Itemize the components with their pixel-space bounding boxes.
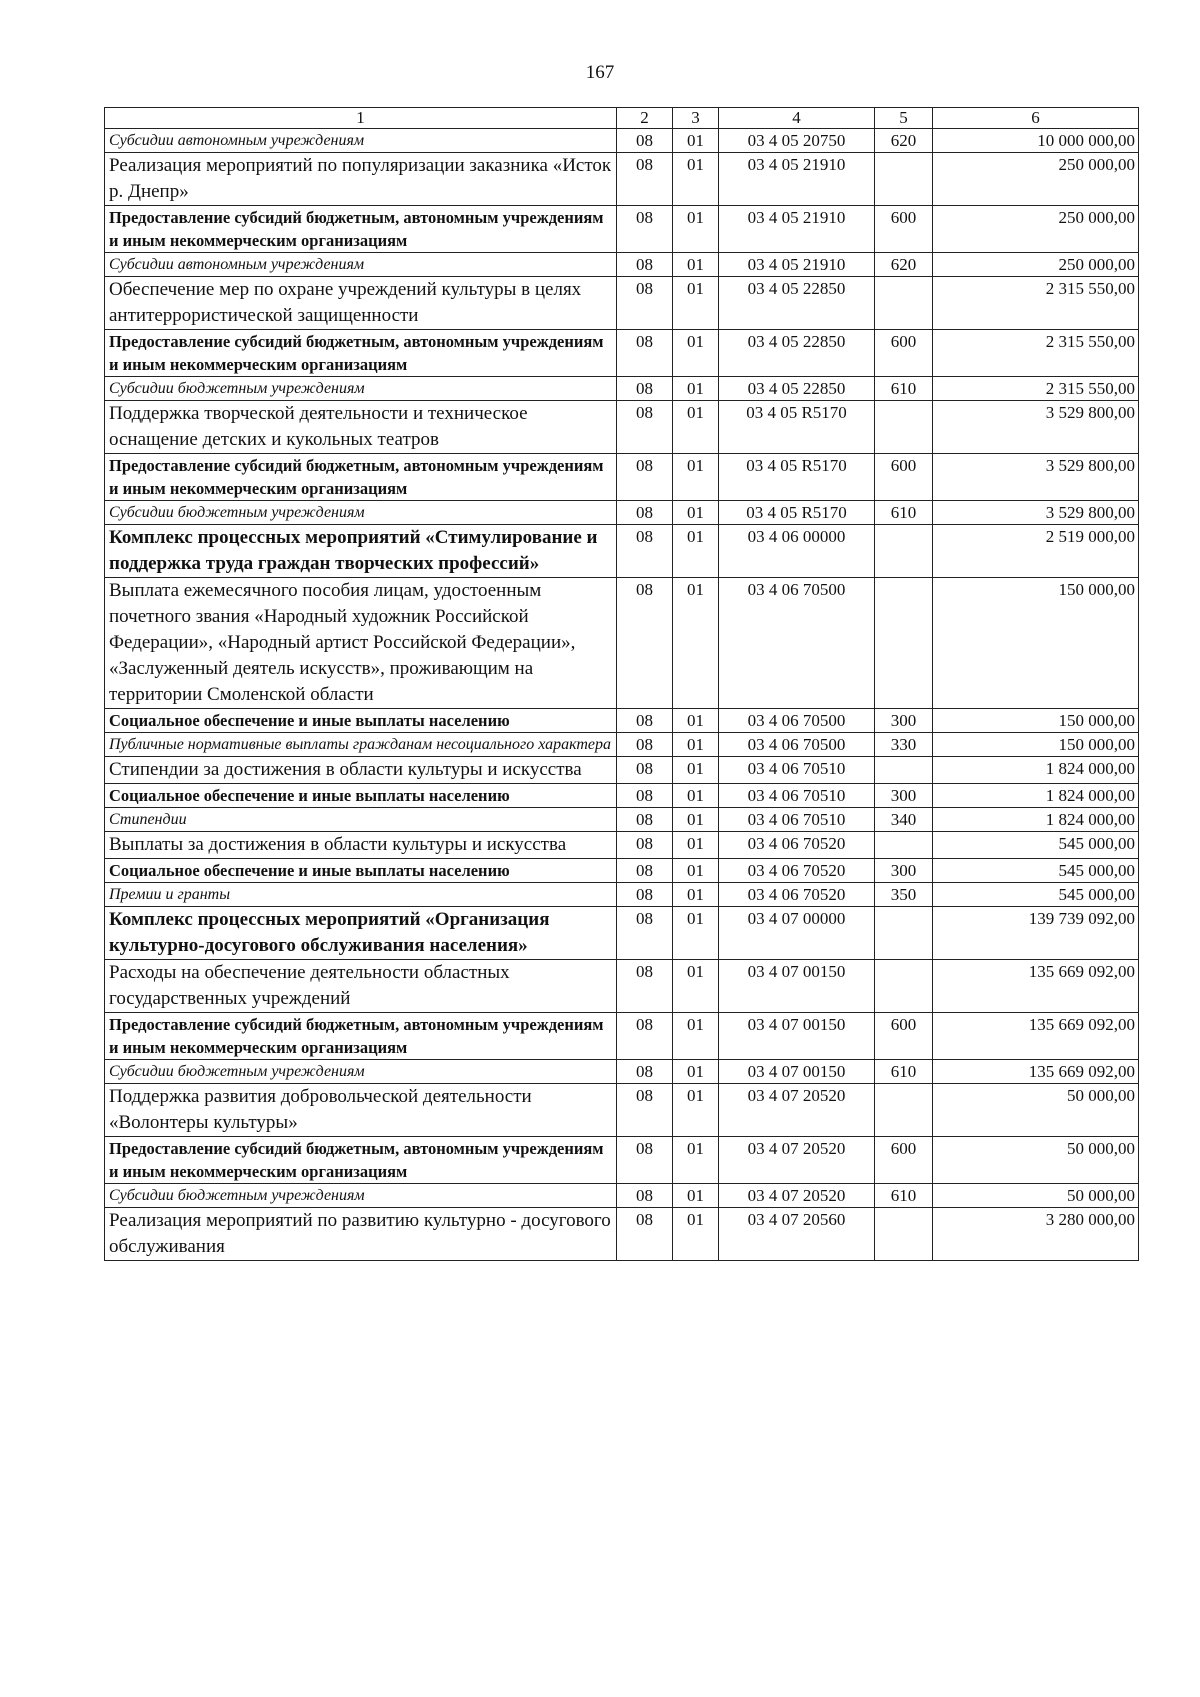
row-expense-type	[875, 1208, 933, 1261]
row-section-code: 08	[617, 709, 673, 733]
table-row	[105, 784, 1139, 808]
row-expense-type: 610	[875, 377, 933, 401]
row-target-code: 03 4 06 70500	[719, 709, 875, 733]
row-subsection-code: 01	[673, 1060, 719, 1084]
row-expense-type: 600	[875, 206, 933, 253]
row-section-code: 08	[617, 153, 673, 206]
row-amount: 545 000,00	[933, 883, 1139, 907]
row-amount: 139 739 092,00	[933, 907, 1139, 960]
row-subsection-code: 01	[673, 525, 719, 578]
row-target-code: 03 4 07 20520	[719, 1184, 875, 1208]
row-expense-type: 600	[875, 1013, 933, 1060]
row-section-code: 08	[617, 253, 673, 277]
row-expense-type: 330	[875, 733, 933, 757]
row-subsection-code: 01	[673, 757, 719, 784]
row-amount: 2 315 550,00	[933, 277, 1139, 330]
row-description: Реализация мероприятий по популяризации заказника «Исток р. Днепр»	[105, 153, 617, 206]
row-description: Социальное обеспечение и иные выплаты населению	[105, 709, 617, 733]
row-expense-type	[875, 153, 933, 206]
row-target-code: 03 4 05 22850	[719, 330, 875, 377]
row-expense-type: 300	[875, 709, 933, 733]
budget-table	[104, 107, 1139, 1261]
column-header-1: 1	[105, 108, 617, 129]
table-row	[105, 1184, 1139, 1208]
table-row	[105, 578, 1139, 709]
row-target-code: 03 4 06 70500	[719, 733, 875, 757]
table-row	[105, 206, 1139, 253]
row-section-code: 08	[617, 832, 673, 859]
row-section-code: 08	[617, 883, 673, 907]
row-description: Предоставление субсидий бюджетным, автономным учреждениям и иным некоммерческим организациям	[105, 1013, 617, 1060]
page-number: 167	[585, 62, 615, 83]
row-description: Поддержка развития добровольческой деятельности «Волонтеры культуры»	[105, 1084, 617, 1137]
row-amount: 545 000,00	[933, 832, 1139, 859]
row-target-code: 03 4 05 20750	[719, 129, 875, 153]
table-row	[105, 129, 1139, 153]
table-header-row	[105, 108, 1139, 129]
row-target-code: 03 4 06 70510	[719, 757, 875, 784]
row-subsection-code: 01	[673, 1013, 719, 1060]
row-expense-type: 610	[875, 1060, 933, 1084]
row-section-code: 08	[617, 1060, 673, 1084]
row-section-code: 08	[617, 1137, 673, 1184]
row-amount: 150 000,00	[933, 709, 1139, 733]
row-description: Субсидии бюджетным учреждениям	[105, 1060, 617, 1084]
row-target-code: 03 4 07 20560	[719, 1208, 875, 1261]
column-header-6: 6	[933, 108, 1139, 129]
row-section-code: 08	[617, 377, 673, 401]
row-description: Социальное обеспечение и иные выплаты населению	[105, 784, 617, 808]
table-row	[105, 501, 1139, 525]
column-header-2: 2	[617, 108, 673, 129]
row-subsection-code: 01	[673, 277, 719, 330]
row-target-code: 03 4 06 70510	[719, 784, 875, 808]
row-section-code: 08	[617, 859, 673, 883]
row-expense-type	[875, 832, 933, 859]
row-subsection-code: 01	[673, 206, 719, 253]
row-description: Обеспечение мер по охране учреждений культуры в целях антитеррористической защищенности	[105, 277, 617, 330]
row-amount: 50 000,00	[933, 1137, 1139, 1184]
table-row	[105, 733, 1139, 757]
row-description: Предоставление субсидий бюджетным, автономным учреждениям и иным некоммерческим организациям	[105, 454, 617, 501]
row-amount: 150 000,00	[933, 733, 1139, 757]
row-subsection-code: 01	[673, 859, 719, 883]
table-row	[105, 153, 1139, 206]
row-amount: 1 824 000,00	[933, 808, 1139, 832]
row-target-code: 03 4 05 R5170	[719, 501, 875, 525]
table-row	[105, 401, 1139, 454]
row-amount: 2 315 550,00	[933, 330, 1139, 377]
row-subsection-code: 01	[673, 129, 719, 153]
table-row	[105, 330, 1139, 377]
row-amount: 10 000 000,00	[933, 129, 1139, 153]
row-expense-type: 600	[875, 330, 933, 377]
row-section-code: 08	[617, 501, 673, 525]
column-header-3: 3	[673, 108, 719, 129]
row-expense-type	[875, 757, 933, 784]
row-description: Расходы на обеспечение деятельности областных государственных учреждений	[105, 960, 617, 1013]
row-amount: 250 000,00	[933, 206, 1139, 253]
column-header-5: 5	[875, 108, 933, 129]
row-section-code: 08	[617, 129, 673, 153]
table-row	[105, 1208, 1139, 1261]
row-target-code: 03 4 05 21910	[719, 153, 875, 206]
row-amount: 135 669 092,00	[933, 1013, 1139, 1060]
row-subsection-code: 01	[673, 907, 719, 960]
table-row	[105, 960, 1139, 1013]
row-amount: 1 824 000,00	[933, 757, 1139, 784]
row-amount: 3 529 800,00	[933, 454, 1139, 501]
table-row	[105, 859, 1139, 883]
row-expense-type: 340	[875, 808, 933, 832]
row-expense-type: 610	[875, 1184, 933, 1208]
row-amount: 50 000,00	[933, 1084, 1139, 1137]
row-section-code: 08	[617, 1184, 673, 1208]
row-target-code: 03 4 07 20520	[719, 1084, 875, 1137]
row-description: Предоставление субсидий бюджетным, автономным учреждениям и иным некоммерческим организациям	[105, 206, 617, 253]
row-section-code: 08	[617, 578, 673, 709]
row-target-code: 03 4 05 R5170	[719, 454, 875, 501]
row-target-code: 03 4 07 00000	[719, 907, 875, 960]
row-section-code: 08	[617, 808, 673, 832]
row-expense-type	[875, 960, 933, 1013]
row-target-code: 03 4 07 20520	[719, 1137, 875, 1184]
table-row	[105, 1060, 1139, 1084]
table-row	[105, 808, 1139, 832]
row-target-code: 03 4 06 70520	[719, 859, 875, 883]
row-section-code: 08	[617, 1013, 673, 1060]
row-expense-type: 620	[875, 253, 933, 277]
row-expense-type	[875, 907, 933, 960]
row-description: Предоставление субсидий бюджетным, автономным учреждениям и иным некоммерческим организациям	[105, 330, 617, 377]
table-row	[105, 832, 1139, 859]
row-amount: 250 000,00	[933, 253, 1139, 277]
row-subsection-code: 01	[673, 454, 719, 501]
row-description: Стипендии	[105, 808, 617, 832]
row-amount: 3 529 800,00	[933, 501, 1139, 525]
row-expense-type: 300	[875, 859, 933, 883]
row-description: Выплаты за достижения в области культуры и искусства	[105, 832, 617, 859]
row-subsection-code: 01	[673, 401, 719, 454]
row-subsection-code: 01	[673, 330, 719, 377]
row-target-code: 03 4 06 70520	[719, 832, 875, 859]
table-row	[105, 1084, 1139, 1137]
row-target-code: 03 4 06 70510	[719, 808, 875, 832]
row-subsection-code: 01	[673, 709, 719, 733]
row-expense-type: 600	[875, 1137, 933, 1184]
row-subsection-code: 01	[673, 960, 719, 1013]
row-section-code: 08	[617, 1084, 673, 1137]
row-amount: 2 315 550,00	[933, 377, 1139, 401]
row-subsection-code: 01	[673, 784, 719, 808]
row-section-code: 08	[617, 784, 673, 808]
row-description: Выплата ежемесячного пособия лицам, удостоенным почетного звания «Народный художник Российской Федерации», «Народный артист Российской Федерации», «Заслуженный деятель искусств», проживающим на территории Смоленской области	[105, 578, 617, 709]
table-row	[105, 757, 1139, 784]
row-section-code: 08	[617, 401, 673, 454]
row-expense-type	[875, 1084, 933, 1137]
row-description: Комплекс процессных мероприятий «Стимулирование и поддержка труда граждан творческих профессий»	[105, 525, 617, 578]
row-description: Реализация мероприятий по развитию культурно - досугового обслуживания	[105, 1208, 617, 1261]
row-expense-type	[875, 578, 933, 709]
row-description: Публичные нормативные выплаты гражданам несоциального характера	[105, 733, 617, 757]
row-section-code: 08	[617, 733, 673, 757]
row-expense-type: 600	[875, 454, 933, 501]
row-section-code: 08	[617, 277, 673, 330]
row-expense-type: 610	[875, 501, 933, 525]
row-section-code: 08	[617, 757, 673, 784]
row-description: Социальное обеспечение и иные выплаты населению	[105, 859, 617, 883]
table-row	[105, 1137, 1139, 1184]
row-target-code: 03 4 05 21910	[719, 253, 875, 277]
row-amount: 50 000,00	[933, 1184, 1139, 1208]
row-description: Субсидии бюджетным учреждениям	[105, 1184, 617, 1208]
row-subsection-code: 01	[673, 808, 719, 832]
row-target-code: 03 4 05 21910	[719, 206, 875, 253]
row-section-code: 08	[617, 1208, 673, 1261]
row-amount: 150 000,00	[933, 578, 1139, 709]
row-subsection-code: 01	[673, 1137, 719, 1184]
row-description: Премии и гранты	[105, 883, 617, 907]
row-subsection-code: 01	[673, 832, 719, 859]
column-header-4: 4	[719, 108, 875, 129]
row-description: Стипендии за достижения в области культуры и искусства	[105, 757, 617, 784]
row-description: Субсидии автономным учреждениям	[105, 253, 617, 277]
row-expense-type: 350	[875, 883, 933, 907]
row-section-code: 08	[617, 525, 673, 578]
row-expense-type: 300	[875, 784, 933, 808]
row-amount: 2 519 000,00	[933, 525, 1139, 578]
row-description: Субсидии бюджетным учреждениям	[105, 501, 617, 525]
row-amount: 3 529 800,00	[933, 401, 1139, 454]
row-subsection-code: 01	[673, 1208, 719, 1261]
row-target-code: 03 4 06 70520	[719, 883, 875, 907]
row-subsection-code: 01	[673, 153, 719, 206]
row-amount: 135 669 092,00	[933, 1060, 1139, 1084]
row-target-code: 03 4 05 R5170	[719, 401, 875, 454]
row-amount: 135 669 092,00	[933, 960, 1139, 1013]
row-amount: 250 000,00	[933, 153, 1139, 206]
row-section-code: 08	[617, 330, 673, 377]
table-row	[105, 454, 1139, 501]
row-target-code: 03 4 07 00150	[719, 1013, 875, 1060]
row-subsection-code: 01	[673, 1184, 719, 1208]
row-amount: 3 280 000,00	[933, 1208, 1139, 1261]
row-amount: 545 000,00	[933, 859, 1139, 883]
table-row	[105, 277, 1139, 330]
table-row	[105, 525, 1139, 578]
table-row	[105, 709, 1139, 733]
row-subsection-code: 01	[673, 883, 719, 907]
row-description: Субсидии автономным учреждениям	[105, 129, 617, 153]
row-expense-type	[875, 401, 933, 454]
row-description: Субсидии бюджетным учреждениям	[105, 377, 617, 401]
row-subsection-code: 01	[673, 501, 719, 525]
row-target-code: 03 4 05 22850	[719, 377, 875, 401]
row-subsection-code: 01	[673, 1084, 719, 1137]
row-expense-type	[875, 277, 933, 330]
row-section-code: 08	[617, 206, 673, 253]
row-section-code: 08	[617, 960, 673, 1013]
row-description: Комплекс процессных мероприятий «Организация культурно-досугового обслуживания населения»	[105, 907, 617, 960]
table-row	[105, 883, 1139, 907]
row-subsection-code: 01	[673, 377, 719, 401]
row-description: Предоставление субсидий бюджетным, автономным учреждениям и иным некоммерческим организациям	[105, 1137, 617, 1184]
row-section-code: 08	[617, 454, 673, 501]
row-target-code: 03 4 07 00150	[719, 1060, 875, 1084]
row-subsection-code: 01	[673, 253, 719, 277]
table-row	[105, 253, 1139, 277]
table-row	[105, 377, 1139, 401]
row-section-code: 08	[617, 907, 673, 960]
row-subsection-code: 01	[673, 578, 719, 709]
row-description: Поддержка творческой деятельности и техническое оснащение детских и кукольных театров	[105, 401, 617, 454]
row-expense-type	[875, 525, 933, 578]
row-target-code: 03 4 06 70500	[719, 578, 875, 709]
row-target-code: 03 4 05 22850	[719, 277, 875, 330]
table-row	[105, 907, 1139, 960]
row-amount: 1 824 000,00	[933, 784, 1139, 808]
table-row	[105, 1013, 1139, 1060]
row-target-code: 03 4 06 00000	[719, 525, 875, 578]
row-subsection-code: 01	[673, 733, 719, 757]
row-expense-type: 620	[875, 129, 933, 153]
row-target-code: 03 4 07 00150	[719, 960, 875, 1013]
